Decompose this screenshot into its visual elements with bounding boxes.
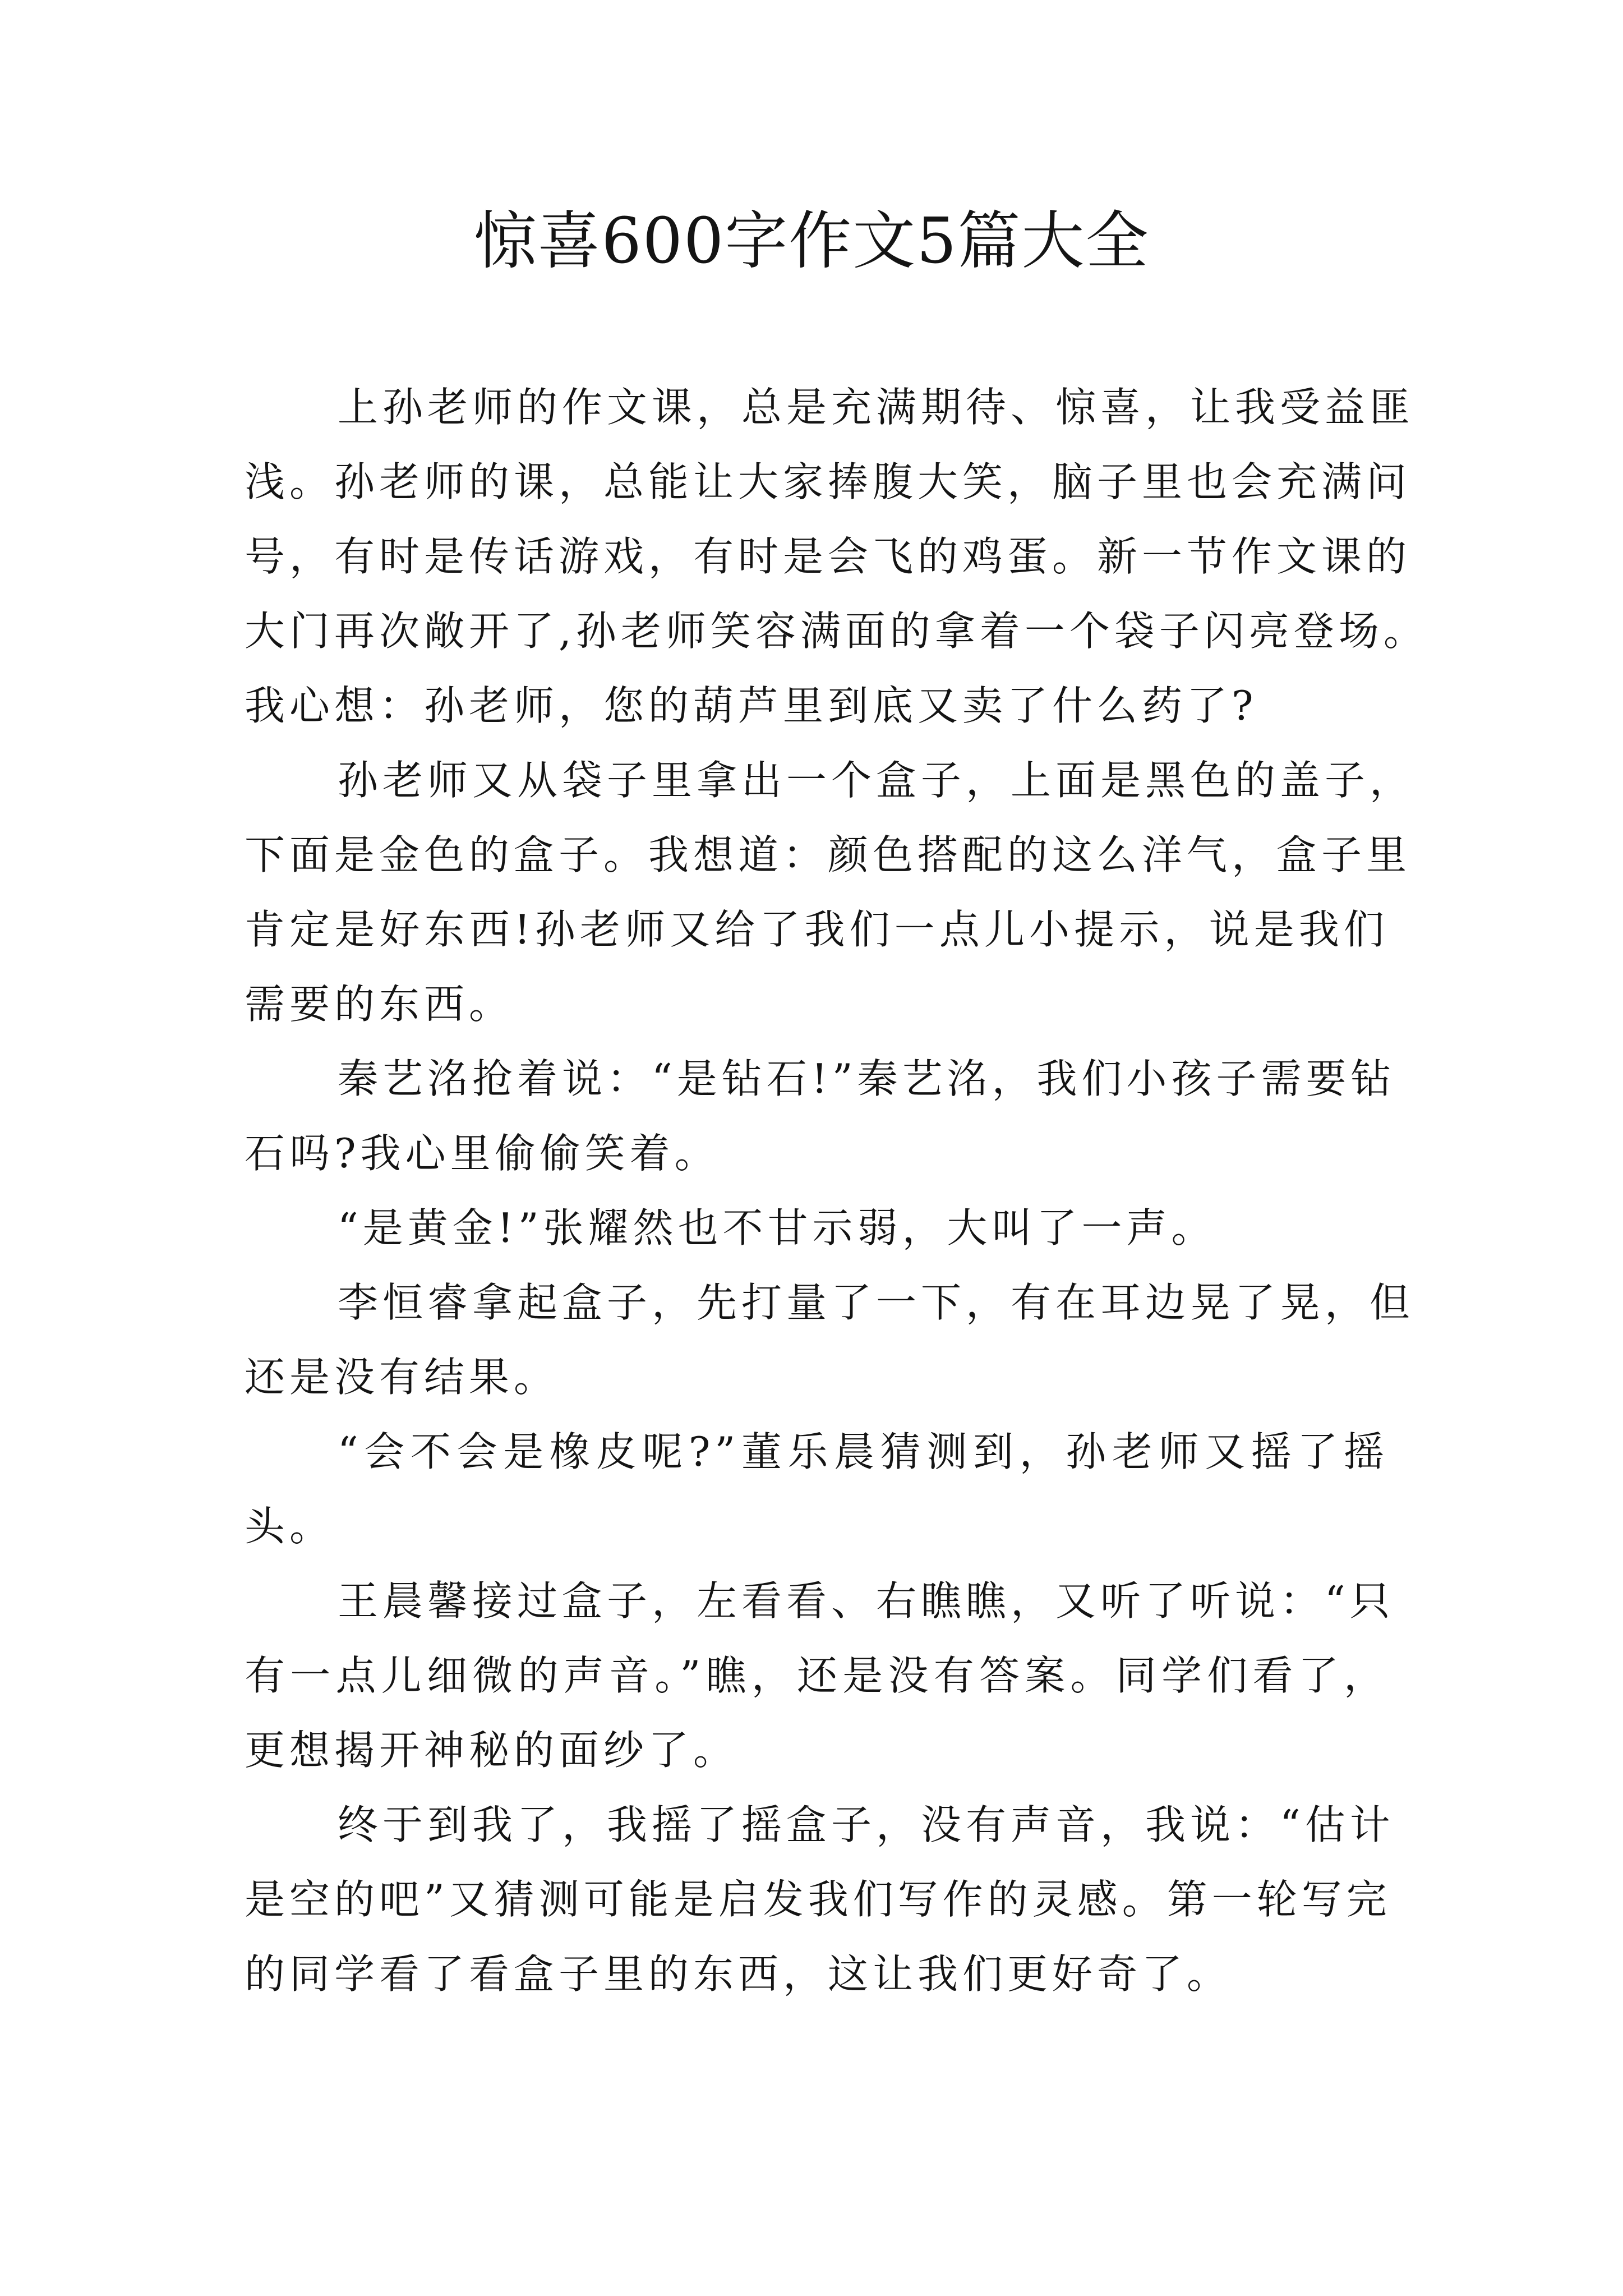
paragraph [245, 1191, 1389, 1266]
text-line: 肯定是好东西!孙老师又给了我们一点儿小提示，说是我们 [245, 906, 1389, 953]
paragraph [245, 1788, 1395, 2012]
text-line: “会不会是橡皮呢?”董乐晨猜测到，孙老师又摇了摇 [338, 1428, 1389, 1475]
text-line: 号，有时是传话游戏，有时是会飞的鸡蛋。新一节作文课的 [245, 533, 1412, 580]
text-line: 大门再次敞开了,孙老师笑容满面的拿着一个袋子闪亮登场。 [245, 608, 1428, 655]
text-line: 更想揭开神秘的面纱了。 [245, 1727, 739, 1774]
text-line: 孙老师又从袋子里拿出一个盒子，上面是黑色的盖子， [338, 757, 1415, 804]
text-line: 浅。孙老师的课，总能让大家捧腹大笑，脑子里也会充满问 [245, 458, 1412, 505]
text-line: 上孙老师的作文课，总是充满期待、惊喜，让我受益匪 [338, 384, 1415, 431]
text-line: 我心想：孙老师，您的葫芦里到底又卖了什么药了? [245, 682, 1258, 729]
document-title: 惊喜600字作文5篇大全 [473, 205, 1150, 278]
document-body [245, 370, 1428, 2012]
text-line: 石吗?我心里偷偷笑着。 [245, 1130, 720, 1177]
paragraph [245, 1415, 1389, 1564]
text-line: 李恒睿拿起盒子，先打量了一下，有在耳边晃了晃，但 [338, 1279, 1415, 1326]
text-line: 终于到我了，我摇了摇盒子，没有声音，我说：“估计 [338, 1801, 1395, 1848]
text-line: 有一点儿细微的声音。”瞧，还是没有答案。同学们看了， [245, 1652, 1389, 1699]
text-line: 王晨馨接过盒子，左看看、右瞧瞧，又听了听说：“只 [338, 1577, 1395, 1625]
paragraph [245, 743, 1415, 1042]
text-line: 还是没有结果。 [245, 1354, 559, 1401]
text-line: “是黄金!”张耀然也不甘示弱，大叫了一声。 [338, 1204, 1216, 1251]
text-line: 需要的东西。 [245, 981, 514, 1028]
text-line: 下面是金色的盒子。我想道：颜色搭配的这么洋气，盒子里 [245, 831, 1412, 878]
paragraph [245, 370, 1428, 743]
text-line: 是空的吧”又猜测可能是启发我们写作的灵感。第一轮写完 [245, 1876, 1391, 1923]
text-line: 头。 [245, 1503, 335, 1550]
paragraph [245, 1042, 1396, 1191]
paragraph [245, 1564, 1395, 1788]
text-line: 的同学看了看盒子里的东西，这让我们更好奇了。 [245, 1950, 1232, 1998]
text-line: 秦艺洺抢着说：“是钻石!”秦艺洺，我们小孩子需要钻 [338, 1055, 1396, 1102]
paragraph [245, 1266, 1415, 1415]
